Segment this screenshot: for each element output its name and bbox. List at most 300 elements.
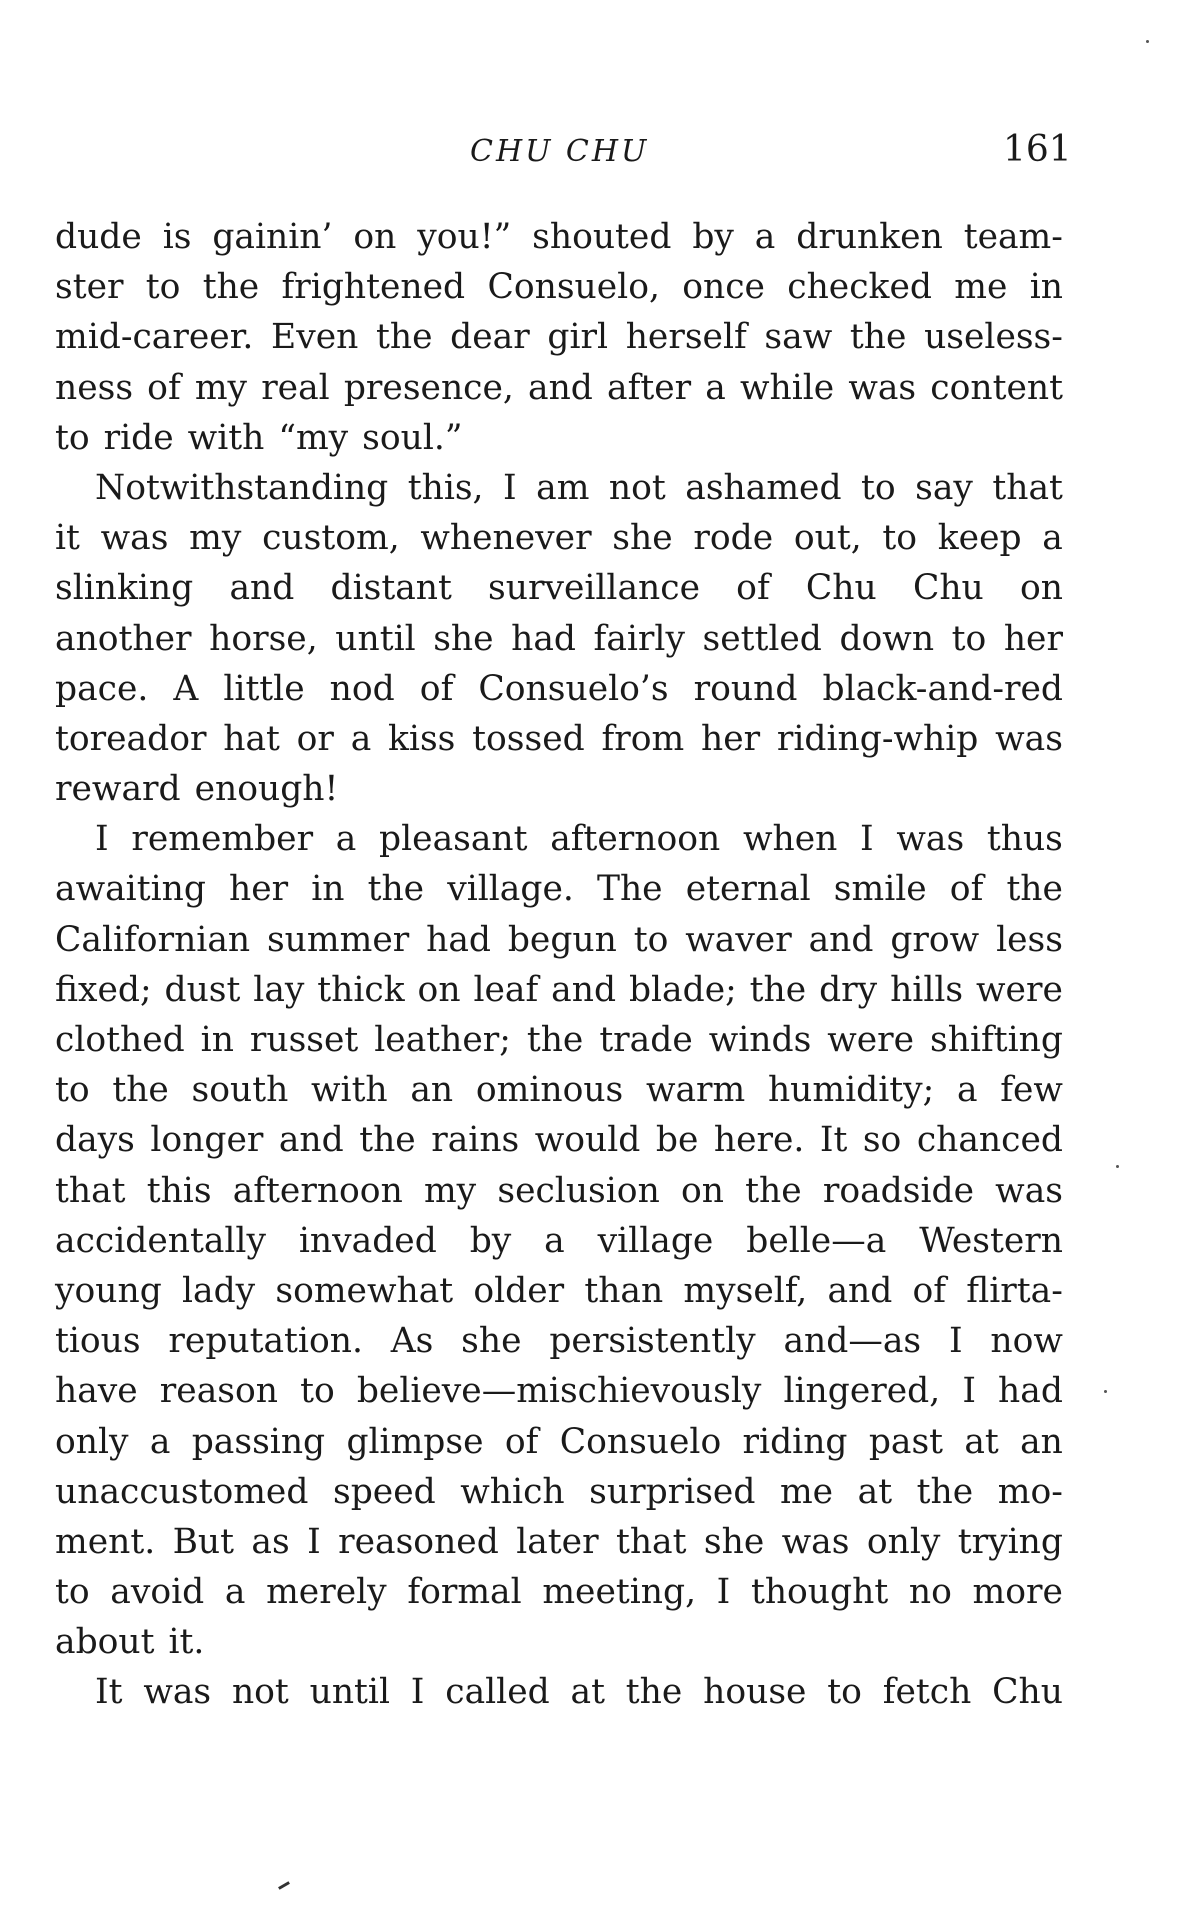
word: clothed xyxy=(55,1020,185,1060)
word: no xyxy=(908,1572,952,1613)
word: on xyxy=(1019,568,1063,609)
word: little xyxy=(223,668,305,709)
word: fetch xyxy=(882,1672,972,1713)
word: a xyxy=(149,1421,171,1462)
word: my xyxy=(194,367,248,408)
word: would xyxy=(534,1120,641,1161)
word: now xyxy=(990,1321,1063,1362)
word: thick xyxy=(317,969,405,1010)
word: thought xyxy=(750,1572,889,1613)
word: a xyxy=(1042,518,1063,559)
word: on xyxy=(353,217,397,257)
word: and xyxy=(808,919,874,960)
word: lady xyxy=(181,1270,256,1311)
word: ominous xyxy=(475,1070,624,1111)
word: I xyxy=(962,1371,976,1412)
word: herself xyxy=(625,317,747,358)
word: dust xyxy=(164,969,241,1010)
word: of xyxy=(419,668,454,709)
word: say xyxy=(915,467,973,508)
word: rode xyxy=(693,518,774,559)
text-line xyxy=(55,1316,1063,1366)
word: of xyxy=(504,1421,539,1462)
text-line xyxy=(55,1467,1063,1517)
text-line xyxy=(55,1015,1063,1065)
word: seclusion xyxy=(497,1170,660,1211)
word: Consuelo’s xyxy=(478,668,669,709)
text-line xyxy=(55,714,1063,764)
word: to xyxy=(300,1371,335,1412)
word: the xyxy=(526,1020,584,1060)
word: team- xyxy=(963,217,1063,257)
word: merely xyxy=(266,1572,387,1613)
word: her xyxy=(700,718,761,759)
word: have xyxy=(55,1371,138,1412)
text-line xyxy=(55,413,1063,463)
word: settled xyxy=(702,618,822,659)
word: her xyxy=(229,869,289,910)
word: me xyxy=(779,1471,834,1512)
word: my xyxy=(423,1170,477,1211)
word: pleasant xyxy=(379,819,528,860)
word: begun xyxy=(507,919,617,960)
text-line xyxy=(55,915,1063,965)
word: roadside xyxy=(822,1170,974,1211)
word: the xyxy=(376,317,433,358)
text-line xyxy=(55,1417,1063,1467)
scan-speck xyxy=(1116,1165,1119,1168)
word: was xyxy=(848,367,917,408)
word: here. xyxy=(713,1120,805,1161)
word: not xyxy=(608,467,666,508)
word: horse, xyxy=(209,618,318,659)
word: dude xyxy=(55,217,142,257)
word: winds xyxy=(708,1020,812,1060)
word: on xyxy=(680,1170,724,1211)
scan-speck xyxy=(1146,40,1149,43)
word: only xyxy=(55,1421,129,1462)
word: slinking xyxy=(55,568,194,609)
word: flirta- xyxy=(966,1270,1063,1311)
word: were xyxy=(976,969,1063,1010)
word: checked xyxy=(787,267,932,308)
word: black-and-red xyxy=(822,668,1063,709)
text-line xyxy=(55,965,1063,1015)
word: reputation. xyxy=(168,1321,363,1362)
word: was xyxy=(896,819,965,860)
text-line xyxy=(55,463,1063,513)
word: gainin’ xyxy=(212,217,333,257)
word: myself, xyxy=(683,1270,808,1311)
word: whenever xyxy=(420,518,592,559)
word: a xyxy=(705,367,726,408)
word: lingered, xyxy=(783,1371,941,1412)
word: Chu xyxy=(912,568,984,609)
word: enough! xyxy=(194,769,339,810)
word: real xyxy=(261,367,330,408)
word: to xyxy=(827,1672,862,1713)
word: of xyxy=(736,568,770,609)
word: ness xyxy=(55,367,134,408)
word: invaded xyxy=(298,1220,437,1261)
page-number: 161 xyxy=(1003,129,1072,170)
word: I xyxy=(948,1321,963,1362)
word: thus xyxy=(986,819,1063,860)
word: tossed xyxy=(472,718,585,759)
word: unaccustomed xyxy=(55,1471,309,1512)
word: remember xyxy=(131,819,314,860)
word: surprised xyxy=(589,1471,756,1512)
word: to xyxy=(861,467,896,508)
running-title: CHU CHU xyxy=(470,134,650,169)
word: at xyxy=(964,1421,999,1462)
word: It xyxy=(95,1672,123,1713)
word: the xyxy=(745,1170,802,1211)
word: to xyxy=(951,618,987,659)
word: glimpse xyxy=(346,1421,484,1462)
word: I xyxy=(860,819,874,860)
text-line xyxy=(55,1166,1063,1216)
word: formal xyxy=(407,1572,522,1613)
word: trade xyxy=(599,1020,693,1060)
word: As xyxy=(390,1321,434,1362)
word: you!” xyxy=(417,217,512,257)
word: persistently xyxy=(549,1321,756,1362)
word: drunken xyxy=(796,217,943,257)
running-head xyxy=(0,128,1191,178)
word: days xyxy=(55,1120,135,1161)
word: at xyxy=(570,1672,605,1713)
word: soul.” xyxy=(362,417,463,458)
word: in xyxy=(1029,267,1063,308)
word: had xyxy=(511,618,576,659)
word: by xyxy=(692,217,734,257)
word: A xyxy=(173,668,199,709)
text-line xyxy=(55,262,1063,312)
word: she xyxy=(612,518,673,559)
word: the xyxy=(916,1471,974,1512)
word: house xyxy=(703,1672,807,1713)
word: leather; xyxy=(374,1020,511,1060)
word: the xyxy=(749,969,807,1010)
word: riding-whip xyxy=(776,718,979,759)
text-line xyxy=(55,1667,1063,1717)
text-line xyxy=(55,1266,1063,1316)
word: the xyxy=(849,317,907,358)
word: distant xyxy=(330,568,452,609)
word: The xyxy=(596,869,663,910)
word: my xyxy=(189,518,242,559)
word: by xyxy=(469,1220,512,1261)
word: frightened xyxy=(281,267,466,308)
word: less xyxy=(996,919,1063,960)
word: hat xyxy=(223,718,280,759)
word: the xyxy=(625,1672,683,1713)
word: later xyxy=(516,1521,599,1562)
word: on xyxy=(417,969,461,1010)
word: when xyxy=(742,819,838,860)
word: the xyxy=(112,1070,169,1111)
word: Chu xyxy=(992,1672,1063,1713)
word: longer xyxy=(150,1120,264,1161)
word: speed xyxy=(333,1471,436,1512)
word: and—as xyxy=(783,1321,922,1362)
text-line xyxy=(55,212,1063,262)
word: content xyxy=(930,367,1063,408)
word: grow xyxy=(890,919,980,960)
word: to xyxy=(145,267,181,308)
word: rains xyxy=(431,1120,520,1161)
text-line xyxy=(55,814,1063,864)
word: me xyxy=(954,267,1008,308)
word: called xyxy=(445,1672,550,1713)
word: trying xyxy=(957,1521,1063,1562)
word: eternal xyxy=(685,869,811,910)
word: waver xyxy=(685,919,792,960)
word: had xyxy=(426,919,491,960)
word: mo- xyxy=(997,1471,1063,1512)
word: passing xyxy=(191,1421,326,1462)
word: that xyxy=(615,1521,687,1562)
word: shouted xyxy=(532,217,672,257)
text-line xyxy=(55,1517,1063,1567)
word: summer xyxy=(266,919,410,960)
text-line xyxy=(55,1216,1063,1266)
word: to xyxy=(55,1572,90,1613)
word: fixed; xyxy=(55,969,152,1010)
word: than xyxy=(584,1270,664,1311)
word: a xyxy=(754,217,776,257)
word: ment. xyxy=(55,1521,156,1562)
word: as xyxy=(251,1521,290,1562)
word: hills xyxy=(890,969,964,1010)
word: only xyxy=(866,1521,941,1562)
word: afternoon xyxy=(550,819,721,860)
word: Californian xyxy=(55,919,251,960)
word: am xyxy=(536,467,590,508)
word: Chu xyxy=(805,568,877,609)
text-line xyxy=(55,363,1063,413)
word: at xyxy=(857,1471,893,1512)
word: I xyxy=(503,467,517,508)
word: reason xyxy=(159,1371,278,1412)
word: another xyxy=(55,618,192,659)
word: her xyxy=(1003,618,1063,659)
word: But xyxy=(172,1521,235,1562)
word: she xyxy=(703,1521,765,1562)
word: few xyxy=(1000,1070,1063,1111)
word: useless- xyxy=(924,317,1063,358)
text-line xyxy=(55,1065,1063,1115)
word: this, xyxy=(407,467,484,508)
word: a xyxy=(544,1220,565,1261)
word: afternoon xyxy=(232,1170,403,1211)
word: I xyxy=(410,1672,425,1713)
word: belle—a xyxy=(746,1220,887,1261)
word: this xyxy=(146,1170,212,1211)
word: I xyxy=(716,1572,731,1613)
word: was xyxy=(781,1521,850,1562)
word: ashamed xyxy=(685,467,842,508)
word: awaiting xyxy=(55,869,206,910)
word: the xyxy=(202,267,260,308)
word: accidentally xyxy=(55,1220,266,1261)
word: more xyxy=(972,1572,1063,1613)
word: of xyxy=(949,869,984,910)
word: riding xyxy=(742,1421,848,1462)
word: lay xyxy=(253,969,305,1010)
word: toreador xyxy=(55,718,207,759)
word: smile xyxy=(833,869,927,910)
word: ster xyxy=(55,267,124,308)
scan-mark xyxy=(278,1881,290,1890)
word: was xyxy=(143,1672,212,1713)
scan-speck xyxy=(1104,1390,1107,1393)
word: past xyxy=(868,1421,944,1462)
word: a xyxy=(350,718,372,759)
word: had xyxy=(998,1371,1063,1412)
word: be xyxy=(655,1120,699,1161)
word: were xyxy=(827,1020,915,1060)
word: reasoned xyxy=(338,1521,499,1562)
word: once xyxy=(682,267,765,308)
word: kiss xyxy=(388,718,456,759)
word: Even xyxy=(271,317,359,358)
word: nod xyxy=(329,668,395,709)
word: south xyxy=(191,1070,289,1111)
word: about xyxy=(55,1622,155,1663)
word: It xyxy=(819,1120,848,1161)
word: not xyxy=(231,1672,289,1713)
word: tious xyxy=(55,1321,141,1362)
word: the xyxy=(367,869,425,910)
word: mid-career. xyxy=(55,317,254,358)
word: leaf xyxy=(473,969,539,1010)
word: with xyxy=(187,417,265,458)
word: was xyxy=(995,718,1063,759)
word: to xyxy=(55,417,90,458)
word: dear xyxy=(450,317,530,358)
word: older xyxy=(473,1270,565,1311)
word: I xyxy=(95,819,109,860)
word: to xyxy=(633,919,669,960)
word: Western xyxy=(919,1220,1063,1261)
text-line xyxy=(55,513,1063,563)
word: pace. xyxy=(55,668,149,709)
word: presence, xyxy=(343,367,514,408)
word: round xyxy=(693,668,798,709)
word: blade; xyxy=(628,969,737,1010)
text-line xyxy=(55,1366,1063,1416)
word: Consuelo xyxy=(559,1421,722,1462)
word: an xyxy=(410,1070,454,1111)
word: the xyxy=(359,1120,416,1161)
word: believe—mischievously xyxy=(356,1371,762,1412)
word: she xyxy=(433,618,494,659)
word: I xyxy=(307,1521,321,1562)
text-line xyxy=(55,1617,1063,1667)
word: to xyxy=(882,518,918,559)
word: that xyxy=(55,1170,126,1211)
word: until xyxy=(309,1672,390,1713)
text-line xyxy=(55,614,1063,664)
word: avoid xyxy=(110,1572,205,1613)
word: and xyxy=(278,1120,344,1161)
word: of xyxy=(147,367,181,408)
word: chanced xyxy=(916,1120,1063,1161)
word: in xyxy=(200,1020,234,1060)
text-line xyxy=(55,312,1063,362)
text-line xyxy=(55,864,1063,914)
word: ride xyxy=(103,417,174,458)
word: was xyxy=(100,518,169,559)
word: to xyxy=(55,1070,90,1111)
word: was xyxy=(995,1170,1063,1211)
word: village. xyxy=(447,869,574,910)
word: and xyxy=(528,367,593,408)
text-line xyxy=(55,1115,1063,1165)
word: the xyxy=(1006,869,1063,910)
word: surveillance xyxy=(488,568,700,609)
word: she xyxy=(461,1321,522,1362)
word: Consuelo, xyxy=(487,267,660,308)
word: and xyxy=(551,969,617,1010)
word: a xyxy=(956,1070,978,1111)
word: while xyxy=(739,367,835,408)
word: warm xyxy=(645,1070,746,1111)
word: Notwithstanding xyxy=(95,467,389,508)
word: after xyxy=(607,367,692,408)
text-line xyxy=(55,664,1063,714)
body-text xyxy=(55,212,1063,1718)
word: it. xyxy=(168,1622,205,1663)
word: shifting xyxy=(930,1020,1063,1060)
word: dry xyxy=(819,969,878,1010)
word: humidity; xyxy=(767,1070,935,1111)
word: down xyxy=(839,618,935,659)
word: custom, xyxy=(262,518,400,559)
word: girl xyxy=(547,317,609,358)
word: reward xyxy=(55,769,181,810)
word: is xyxy=(162,217,192,257)
word: from xyxy=(601,718,685,759)
word: which xyxy=(460,1471,565,1512)
text-line xyxy=(55,1567,1063,1617)
word: fairly xyxy=(593,618,685,659)
word: or xyxy=(296,718,334,759)
word: keep xyxy=(937,518,1022,559)
word: a xyxy=(335,819,357,860)
word: until xyxy=(335,618,416,659)
word: it xyxy=(55,518,80,559)
word: an xyxy=(1020,1421,1063,1462)
word: russet xyxy=(249,1020,359,1060)
word: saw xyxy=(764,317,833,358)
word: with xyxy=(311,1070,388,1111)
word: meeting, xyxy=(542,1572,697,1613)
word: in xyxy=(311,869,345,910)
word: out, xyxy=(793,518,862,559)
word: so xyxy=(862,1120,902,1161)
word: young xyxy=(55,1270,162,1311)
word: a xyxy=(224,1572,246,1613)
word: somewhat xyxy=(275,1270,454,1311)
text-line xyxy=(55,764,1063,814)
word: and xyxy=(229,568,295,609)
word: village xyxy=(597,1220,714,1261)
word: “my xyxy=(278,417,349,458)
word: and xyxy=(827,1270,893,1311)
